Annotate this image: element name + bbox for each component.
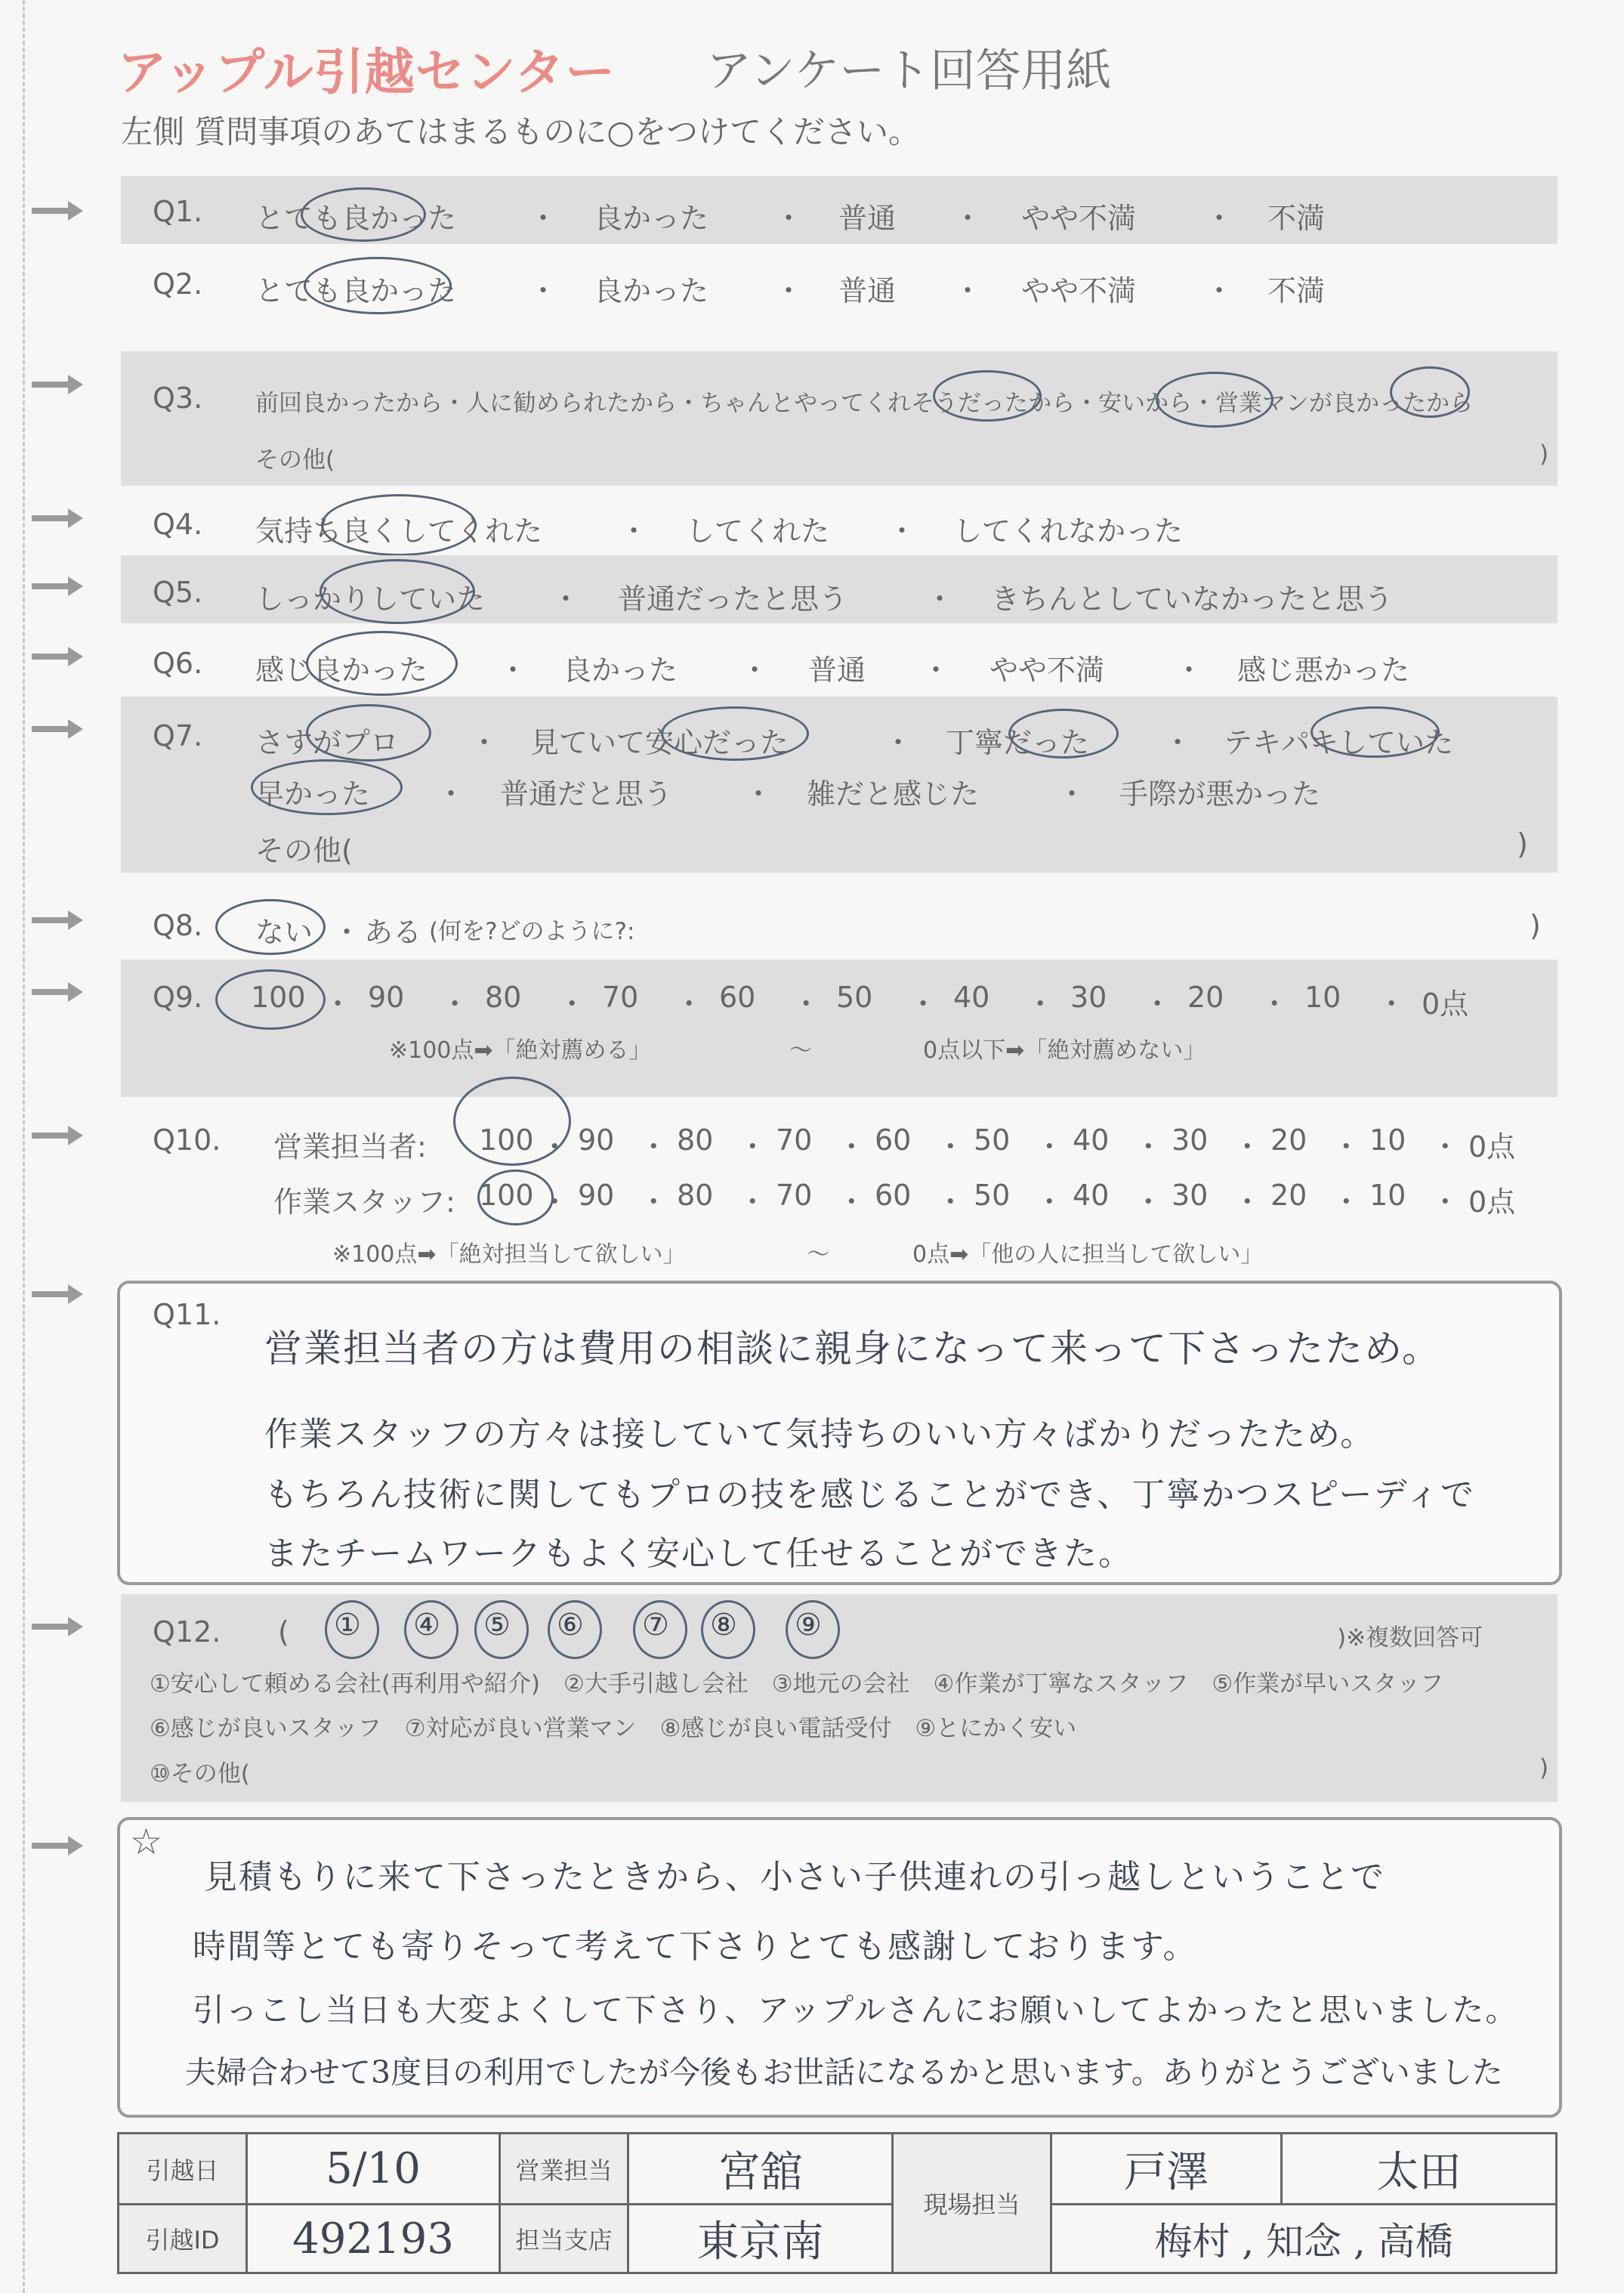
q5-option[interactable]: しっかりしていた (255, 583, 486, 616)
answer-circle (215, 969, 326, 1030)
site-value-2: 太田 (1282, 2134, 1557, 2205)
q6-option[interactable]: 良かった (563, 654, 678, 687)
comment-handwriting-line: 見積もりに来て下さったときから、小さい子供連れの引っ越しということで (204, 1858, 1385, 1896)
branch-label: 担当支店 (500, 2205, 628, 2273)
answer-circle (306, 704, 431, 762)
separator-dot: ・ (1233, 1185, 1262, 1219)
q12-choice-number[interactable]: ⑨ (795, 1608, 823, 1642)
move-date-label: 引越日 (119, 2134, 247, 2205)
separator-dot: ・ (1431, 1185, 1460, 1219)
q6-label: Q6. (153, 647, 203, 680)
answer-circle (251, 759, 403, 815)
q1-option[interactable]: 良かった (594, 202, 709, 235)
q6-option[interactable]: やや不満 (990, 654, 1105, 687)
q9-note-left: ※100点➡「絶対薦める」 (389, 1037, 652, 1064)
arrow-icon (32, 719, 85, 739)
q10-staff-label: 作業スタッフ: (273, 1185, 455, 1219)
separator-dot: ・ (639, 1130, 668, 1163)
comment-handwriting-line: 引っこし当日も大変よくして下さり、アップルさんにお願いしてよかったと思いました。 (193, 1992, 1519, 2029)
q10-staff-score-option[interactable]: 100 (479, 1179, 534, 1212)
q10-sales-score-option[interactable]: 100 (479, 1123, 534, 1157)
arrow-icon (32, 508, 85, 528)
q10-staff-score-option[interactable]: 50 (974, 1179, 1011, 1212)
separator-dot: ・ (792, 987, 821, 1021)
answer-circle (1156, 372, 1274, 428)
q12-multi-note: )※複数回答可 (1337, 1624, 1484, 1652)
move-id-value: 492193 (247, 2205, 500, 2273)
answer-circle (661, 706, 809, 761)
star-icon: ☆ (130, 1821, 163, 1863)
sales-label: 営業担当 (500, 2134, 628, 2205)
q10-staff-score-option[interactable]: 80 (677, 1179, 714, 1212)
q2-option[interactable]: 不満 (1267, 274, 1326, 307)
q10-sales-label: 営業担当者: (273, 1130, 427, 1163)
q7-option[interactable]: さすがプロ (255, 726, 400, 759)
answer-circle (933, 370, 1042, 422)
separator-dot: ・ (1332, 1130, 1361, 1163)
separator-dot: ・ (323, 987, 353, 1021)
q12-choices-row: ⑥感じが良いスタッフ ⑦対応が良い営業マン ⑧感じが良い電話受付 ⑨とにかく安い (150, 1715, 1077, 1742)
comment-handwriting-line: 夫婦合わせて3度目の利用でしたが今後もお世話になるかと思います。ありがとうございました (185, 2054, 1503, 2091)
separator-dot: ・ (1134, 1130, 1163, 1163)
arrow-icon (32, 910, 85, 930)
branch-value: 東京南 (628, 2205, 893, 2273)
q11-handwriting-line: 作業スタッフの方々は接していて気持ちのいい方々ばかりだったため。 (264, 1415, 1375, 1454)
q9-score-option[interactable]: 80 (485, 981, 522, 1014)
q7-option[interactable]: 手際が悪かった (1119, 777, 1321, 811)
q9-score-option[interactable]: 0点 (1422, 987, 1469, 1021)
q7-option[interactable]: テキパキしていた (1224, 726, 1454, 759)
move-date-value: 5/10 (247, 2134, 500, 2205)
q12-choices-row: ⑩その他( (150, 1760, 250, 1788)
info-table (117, 2132, 1558, 2274)
q12-choice-number[interactable]: ⑤ (483, 1608, 512, 1642)
answer-circle (321, 494, 477, 556)
arrow-icon (32, 1617, 85, 1636)
q1-label: Q1. (153, 195, 203, 228)
q10-sales-score-option[interactable]: 10 (1369, 1123, 1406, 1157)
separator-dot: ・ (440, 987, 470, 1021)
answer-circle (306, 631, 458, 696)
separator-dot: ・ (909, 987, 938, 1021)
arrow-icon (32, 576, 85, 596)
arrow-icon (32, 1284, 85, 1304)
q10-staff-score-option[interactable]: 0点 (1468, 1185, 1516, 1219)
q12-choice-number[interactable]: ① (334, 1608, 363, 1642)
q4-option[interactable]: してくれなかった (953, 515, 1184, 548)
q12-label: Q12. (153, 1615, 221, 1649)
q2-label: Q2. (153, 267, 203, 301)
sales-value: 宮舘 (628, 2134, 893, 2205)
separator-dot: ・ (837, 1185, 866, 1219)
q8-option[interactable]: ある (364, 916, 422, 949)
q2-option[interactable]: 普通 (838, 274, 897, 307)
q10-note-left: ※100点➡「絶対担当して欲しい」 (332, 1241, 686, 1268)
instruction-text: 左側 質問事項のあてはまるものに○をつけてください。 (121, 113, 920, 150)
separator-dot: ・ (1332, 1185, 1361, 1219)
answer-circle (304, 257, 452, 314)
answer-circle (215, 899, 326, 955)
q9-score-option[interactable]: 30 (1070, 981, 1107, 1014)
separator-dot: ・ (675, 987, 704, 1021)
q12-choice-number[interactable]: ⑥ (557, 1608, 585, 1642)
separator-dot: ・ (738, 1130, 767, 1163)
q9-score-option[interactable]: 90 (368, 981, 405, 1014)
separator-dot: ・ (1026, 987, 1055, 1021)
q3-label: Q3. (153, 382, 203, 415)
separator-dot: ・ (540, 1185, 570, 1219)
q10-sales-score-option[interactable]: 40 (1073, 1123, 1110, 1157)
q12-choices-row: ①安心して頼める会社(再利用や紹介) ②大手引越し会社 ③地元の会社 ④作業が丁寧なスタッフ ⑤作業が早いスタッフ (150, 1670, 1444, 1698)
answer-circle (1390, 366, 1470, 418)
separator-dot: ・ (837, 1130, 866, 1163)
q6-option[interactable]: 感じ悪かった (1237, 654, 1410, 687)
separator-dot: ・ (1134, 1185, 1163, 1219)
q10-staff-score-option[interactable]: 60 (875, 1179, 912, 1212)
q3-other: その他( (255, 447, 335, 474)
q11-handwriting-line: 営業担当者の方は費用の相談に親身になって来って下さったため。 (264, 1327, 1441, 1371)
q11-label: Q11. (153, 1298, 221, 1331)
q2-option[interactable]: とても良かった (255, 274, 457, 307)
q4-option[interactable]: 気持ち良くしてくれた (255, 515, 543, 548)
q10-staff-score-option[interactable]: 30 (1172, 1179, 1209, 1212)
arrow-icon (32, 375, 85, 394)
q10-sales-score-option[interactable]: 50 (974, 1123, 1011, 1157)
q10-sales-score-option[interactable]: 20 (1270, 1123, 1308, 1157)
q10-staff-score-option[interactable]: 90 (578, 1179, 615, 1212)
q10-sales-score-option[interactable]: 90 (578, 1123, 615, 1157)
q7-option[interactable]: 雑だと感じた (807, 777, 980, 811)
q9-score-option[interactable]: 40 (953, 981, 990, 1014)
q6-option[interactable]: 感じ良かった (255, 654, 428, 687)
q9-score-option[interactable]: 20 (1187, 981, 1224, 1014)
q9-score-option[interactable]: 50 (836, 981, 873, 1014)
answer-circle (453, 1077, 571, 1166)
separator-dot: ・ (936, 1185, 965, 1219)
arrow-icon (32, 982, 85, 1002)
separator-dot: ・ (1035, 1130, 1064, 1163)
torn-edge (0, 0, 25, 2293)
q7-label: Q7. (153, 719, 203, 752)
q1-option[interactable]: 普通 (838, 202, 897, 235)
q8-label: Q8. (153, 909, 203, 942)
separator-dot: ・ (557, 987, 587, 1021)
site-value-1: 戸澤 (1051, 2134, 1282, 2205)
q10-sales-score-option[interactable]: 30 (1172, 1123, 1209, 1157)
q12-choice-number[interactable]: ④ (413, 1608, 442, 1642)
separator-dot: ・ (1431, 1130, 1460, 1163)
q10-sales-score-option[interactable]: 60 (875, 1123, 912, 1157)
q1-option[interactable]: やや不満 (1021, 202, 1137, 235)
q3-options[interactable]: 前回良かったから・人に勧められたから・ちゃんとやってくれそうだったから・安いから・営業マンが良かったから (255, 390, 1473, 417)
separator-dot: ・ (1377, 987, 1406, 1021)
q9-note-right: 0点以下➡「絶対薦めない」 (923, 1037, 1206, 1064)
q10-staff-score-option[interactable]: 40 (1073, 1179, 1110, 1212)
q1-option[interactable]: 不満 (1267, 202, 1326, 235)
q4-label: Q4. (153, 508, 203, 541)
separator-dot: ・ (540, 1130, 570, 1163)
q10-label: Q10. (153, 1123, 221, 1157)
q10-sales-score-option[interactable]: 70 (776, 1123, 813, 1157)
comment-handwriting-line: 時間等とても寄りそって考えて下さりとても感謝しております。 (193, 1927, 1198, 1966)
q7-option[interactable]: 早かった (255, 777, 371, 811)
q4-option[interactable]: してくれた (686, 515, 830, 548)
q5-label: Q5. (153, 576, 203, 609)
q7-option[interactable]: 普通だと思う (500, 777, 673, 811)
separator-dot: ・ (936, 1130, 965, 1163)
q8-detail: (何を?どのように?: (429, 918, 635, 945)
separator-dot: ・ (639, 1185, 668, 1219)
company-name: アップル引越センター (117, 43, 616, 101)
q5-option[interactable]: 普通だったと思う (618, 583, 848, 616)
move-id-label: 引越ID (119, 2205, 247, 2273)
q10-sales-score-option[interactable]: 80 (677, 1123, 714, 1157)
q9-label: Q9. (153, 981, 203, 1014)
q9-score-option[interactable]: 10 (1304, 981, 1341, 1014)
q7-option[interactable]: 丁寧だった (946, 726, 1090, 759)
separator-dot: ・ (1143, 987, 1172, 1021)
arrow-icon (32, 1126, 85, 1145)
answer-circle (320, 559, 475, 624)
q8-option[interactable]: ない (255, 916, 313, 949)
separator-dot: ・ (1035, 1185, 1064, 1219)
answer-circle (301, 187, 426, 242)
arrow-icon (32, 1836, 85, 1856)
q10-sales-score-option[interactable]: 0点 (1468, 1130, 1516, 1163)
q11-handwriting-line: またチームワークもよく安心して任せることができた。 (264, 1534, 1133, 1573)
q9-score-option[interactable]: 60 (719, 981, 756, 1014)
separator-dot: ・ (1233, 1130, 1262, 1163)
arrow-icon (32, 201, 85, 221)
separator-dot: ・ (738, 1185, 767, 1219)
separator-dot: ・ (1260, 987, 1289, 1021)
form-title: アンケート回答用紙 (706, 45, 1112, 97)
q5-option[interactable]: きちんとしていなかったと思う (991, 583, 1394, 616)
q2-option[interactable]: やや不満 (1021, 274, 1137, 307)
q9-score-option[interactable]: 100 (251, 981, 306, 1014)
answer-circle (1008, 709, 1119, 759)
q11-handwriting-line: もちろん技術に関してもプロの技を感じることができ、丁寧かつスピーディで (264, 1476, 1475, 1514)
q12-choice-number[interactable]: ⑦ (642, 1608, 671, 1642)
answer-circle (477, 1170, 554, 1225)
q2-option[interactable]: 良かった (594, 274, 709, 307)
arrow-icon (32, 647, 85, 666)
q10-staff-score-option[interactable]: 20 (1270, 1179, 1308, 1212)
q9-score-option[interactable]: 70 (602, 981, 639, 1014)
q10-staff-score-option[interactable]: 70 (776, 1179, 813, 1212)
q1-option[interactable]: とても良かった (255, 202, 457, 235)
site-value-3: 梅村 , 知念 , 高橋 (1051, 2205, 1557, 2273)
site-label: 現場担当 (893, 2134, 1051, 2273)
q12-choice-number[interactable]: ⑧ (710, 1608, 739, 1642)
q10-staff-score-option[interactable]: 10 (1369, 1179, 1406, 1212)
q7-option[interactable]: 見ていて安心だった (530, 726, 789, 759)
q10-note-right: 0点➡「他の人に担当して欲しい」 (912, 1241, 1264, 1268)
q7-other: その他( (255, 834, 353, 867)
q6-option[interactable]: 普通 (808, 654, 866, 687)
q3-band (121, 351, 1558, 486)
answer-circle (1311, 706, 1440, 758)
